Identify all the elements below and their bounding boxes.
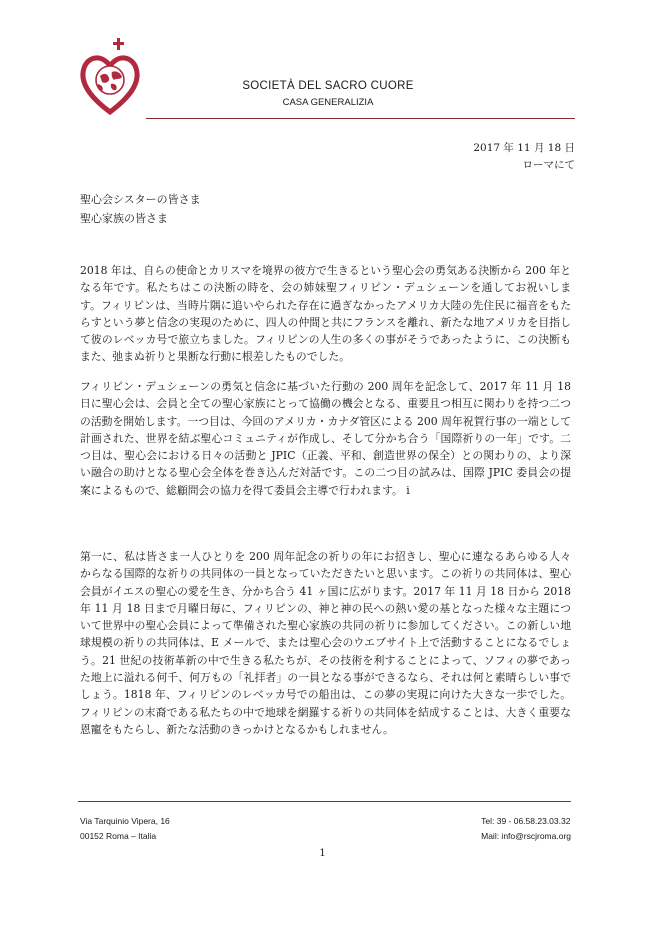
footer-divider — [78, 801, 571, 802]
footer-telephone: Tel: 39 - 06.58.23.03.32 — [481, 816, 571, 826]
body-paragraph-1: 2018 年は、自らの使命とカリスマを境界の彼方で生きるという聖心会の勇気ある決断から 200 年となる年です。私たちはこの決断の時を、会の姉妹聖フィリピン・デュシェーンを通してお祝いします。フィリピンは、当時片隅に追いやられた存在に過ぎなかったアメリカ大陸の先住民に福音をもたらすという夢と信念の実現のために、四人の仲間と共にフランスを離れ、新たな地アメリカを目指して彼のレベッカ号で旅立ちました。フィリピンの人生の多くの事がそうであったように、この決断もまた、弛まぬ祈りと果断な行動に根差したものでした。 — [80, 264, 571, 364]
letter-date: 2017 年 11 月 18 日 — [473, 142, 575, 154]
addressee-line: 聖心家族の皆さま — [80, 212, 168, 225]
body-paragraph-3: 第一に、私は皆さま一人ひとりを 200 周年記念の祈りの年にお招きし、聖心に連なるあらゆる人々からなる国際的な祈りの共同体の一員となっていただきたいと思います。この祈りの共同体は、聖心会員がイエスの聖心の愛を生き、分かち合う 41 ヶ国に広がります。2017 年 11 月 18 日から 2018 年 11 月 18 日まで月曜日毎に、フィリピンの、神と神の民への熱い愛の基となった様々な主題について世界中の聖心会員によって準備された聖心家族の共同の祈りに参加してください。この新しい地球規模の祈りの共同体は、E メールで、または聖心会のウエブサイト上で活動することになるでしょう。21 世紀の技術革新の中で生きる私たちが、その技術を利することによって、ソフィの夢であった地上に溢れる何千、何万もの「礼拝者」の一員となる事ができるなら、それは何と素晴らしい事でしょう。1818 年、フィリピンのレベッカ号での船出は、この夢の実現に向けた大きな一歩でした。フィリピンの末裔である私たちの中で地球を網羅する祈りの共同体を結成することは、大きく重要な恩寵をもたらし、新たな活動のきっかけとなるかもしれません。 — [80, 550, 571, 736]
letter-addressees — [80, 190, 201, 228]
sacred-heart-globe-icon — [78, 36, 142, 116]
letter-place: ローマにて — [522, 159, 575, 171]
footer-email: Mail: info@rscjroma.org — [481, 831, 571, 841]
body-paragraph-2: フィリピン・デュシェーンの勇気と信念に基づいた行動の 200 周年を記念して、2017 年 11 月 18 日に聖心会は、会員と全ての聖心家族にとって協働の機会となる、重要且つ相互に関わりを持つ二つの活動を開始します。一つ目は、今回のアメリカ・カナダ管区による 200 周年祝賀行事の一端として計画された、世界を結ぶ聖心コミュニティが作成し、そして分かち合う「国際祈りの一年」です。二つ目は、聖心会における日々の活動と JPIC（正義、平和、創造世界の保全）との関わりの、より深い融合の助けとなる聖心会全体を巻き込んだ対話です。この二つ目の試みは、国際 JPIC 委員会の提案によるもので、総顧問会の協力を得て委員会主導で行われます。 i — [80, 380, 571, 497]
footer-contact — [481, 814, 571, 844]
organization-name: SOCIETÀ DEL SACRO CUORE — [242, 80, 414, 92]
footer-street: Via Tarquinio Vipera, 16 — [80, 816, 170, 826]
footer-address — [80, 814, 170, 844]
letter-dateline — [473, 140, 575, 174]
header-divider — [146, 118, 575, 119]
addressee-line: 聖心会シスターの皆さま — [80, 193, 201, 206]
footer-city: 00152 Roma – Italia — [80, 831, 157, 841]
organization-header — [228, 80, 428, 108]
organization-subtitle: CASA GENERALIZIA — [282, 97, 374, 108]
page-number: 1 — [319, 848, 326, 859]
